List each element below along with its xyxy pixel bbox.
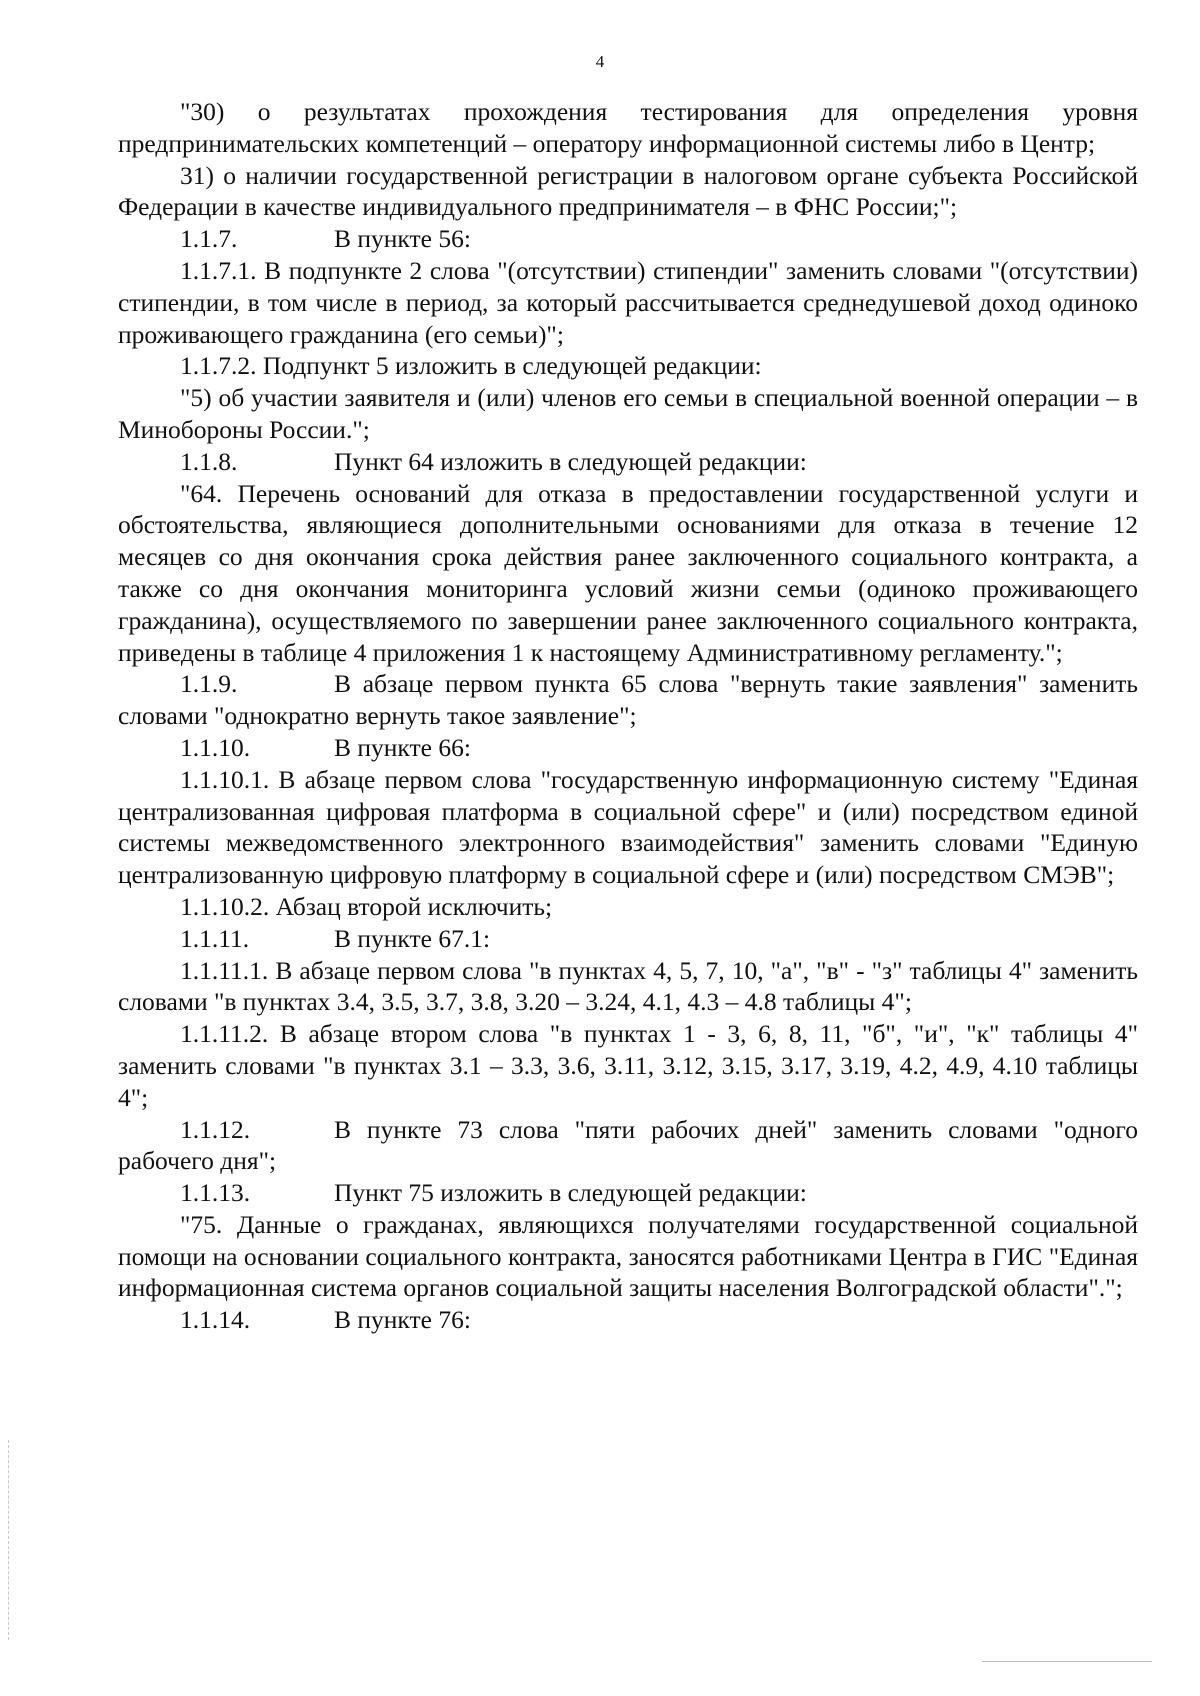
paragraph-item-5: "5) об участии заявителя и (или) членов его семьи в специальной военной операции – в Минобороны России."; (118, 383, 1138, 444)
paragraph-item-64: "64. Перечень оснований для отказа в предоставлении государственной услуги и обстоятельства, являющиеся дополнительными основаниями для отказа в течение 12 месяцев со дня окончания срока действия ранее заключенного социального контракта, а также со дня окончания мониторинга условий жизни семьи (одиноко проживающего гражданина), осуществляемого по завершении ранее заключенного социального контракта, приведены в таблице 4 приложения 1 к настоящему Административному регламенту."; (118, 478, 1138, 667)
clause-number: 1.1.11. (180, 923, 250, 953)
clause-1-1-11-1: 1.1.11.1. В абзаце первом слова "в пунктах 4, 5, 7, 10, "а", "в" - "з" таблицы 4" заменить словами "в пунктах 3.4, 3.5, 3.7, 3.8, 3.20 – 3.24, 4.1, 4.3 – 4.8 таблицы 4"; (118, 955, 1138, 1017)
paragraph-item-75: "75. Данные о гражданах, являющихся получателями государственной социальной помощи на основании социального контракта, заносятся работниками Центра в ГИС "Единая информационная система органов социальной защиты населения Волгоградской области"."; (118, 1209, 1138, 1303)
paragraph-item-31: 31) о наличии государственной регистрации в налоговом органе субъекта Российской Федерации в качестве индивидуального предпринимателя – в ФНС России;"; (118, 160, 1138, 222)
clause-text: В пункте 73 слова "пяти рабочих дней" заменить словами "одного рабочего дня"; (118, 1114, 1138, 1176)
clause-number: 1.1.7. (180, 224, 238, 254)
clause-1-1-10 (118, 732, 1138, 764)
scan-edge-mark (8, 1440, 10, 1640)
clause-text: Пункт 75 изложить в следующей редакции: (334, 1178, 807, 1208)
clause-number: 1.1.10. (180, 732, 251, 762)
clause-1-1-14 (118, 1304, 1138, 1336)
paragraph-item-30: "30) о результатах прохождения тестирования для определения уровня предпринимательских компетенций – оператору информационной системы либо в Центр; (118, 97, 1138, 158)
clause-text: В пункте 66: (334, 732, 471, 762)
clause-1-1-11 (118, 923, 1138, 955)
clause-text: В пункте 56: (334, 224, 471, 254)
document-body (118, 96, 1138, 1336)
clause-text: Пункт 64 изложить в следующей редакции: (334, 446, 807, 476)
clause-text: В пункте 67.1: (334, 923, 491, 953)
clause-1-1-7 (118, 223, 1138, 255)
clause-1-1-12 (118, 1114, 1138, 1178)
footer-rule (982, 1661, 1152, 1662)
clause-1-1-7-1: 1.1.7.1. В подпункте 2 слова "(отсутствии) стипендии" заменить словами "(отсутствии) стипендии, в том числе в период, за который рассчитывается среднедушевой доход одиноко проживающего гражданина (его семьи)"; (118, 255, 1138, 349)
clause-number: 1.1.12. (180, 1114, 251, 1144)
clause-1-1-10-2: 1.1.10.2. Абзац второй исключить; (180, 891, 553, 921)
clause-1-1-9 (118, 668, 1138, 732)
page-number: 4 (595, 52, 605, 71)
clause-1-1-7-2: 1.1.7.2. Подпункт 5 изложить в следующей редакции: (180, 351, 762, 381)
clause-text: В пункте 76: (334, 1305, 471, 1335)
clause-1-1-10-1: 1.1.10.1. В абзаце первом слова "государственную информационную систему "Единая централизованная цифровая платформа в социальной сфере" и (или) посредством единой системы межведомственного электронного взаимодействия" заменить словами "Единую централизованную цифровую платформу в социальной сфере и (или) посредством СМЭВ"; (118, 764, 1138, 890)
clause-1-1-11-2: 1.1.11.2. В абзаце втором слова "в пунктах 1 - 3, 6, 8, 11, "б", "и", "к" таблицы 4" заменить словами "в пунктах 3.1 – 3.3, 3.6, 3.11, 3.12, 3.15, 3.17, 3.19, 4.2, 4.9, 4.10 таблицы 4"; (118, 1019, 1138, 1112)
clause-number: 1.1.9. (180, 669, 238, 699)
clause-text: В абзаце первом пункта 65 слова "вернуть такие заявления" заменить словами "однократно вернуть такое заявление"; (118, 669, 1138, 731)
clause-number: 1.1.13. (180, 1178, 251, 1208)
clause-number: 1.1.8. (180, 446, 238, 476)
clause-1-1-8 (118, 446, 1138, 478)
clause-1-1-13 (118, 1177, 1138, 1209)
clause-number: 1.1.14. (180, 1305, 251, 1335)
